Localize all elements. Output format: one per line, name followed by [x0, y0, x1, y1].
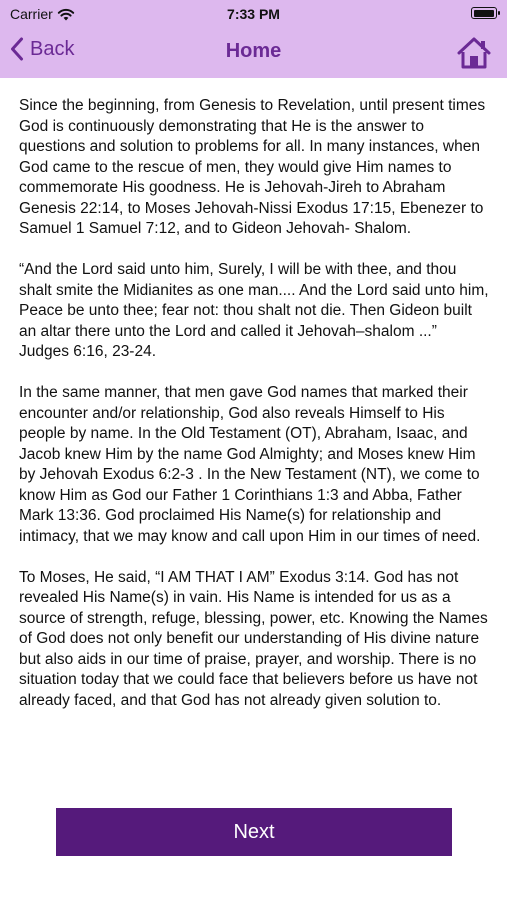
- home-icon: [457, 36, 491, 70]
- paragraph: Since the beginning, from Genesis to Revelation, until present times God is continuously demonstrating that He is the answer to questions and solution to problems for all. In many instances, when God came to the rescue of men, they would give Him names to commemorate His goodness. He is Jehovah-Jireh to Abraham Genesis 22:14, to Moses Jehovah-Nissi Exodus 17:15, Ebenezer to Samuel 1 Samuel 7:12, and to Gideon Jehovah- Shalom.: [19, 97, 486, 237]
- top-bar: [0, 0, 507, 78]
- carrier-label: Carrier: [10, 6, 53, 22]
- battery-icon: [471, 7, 497, 19]
- home-button[interactable]: [457, 36, 491, 70]
- battery-level: [474, 10, 494, 17]
- paragraph: “And the Lord said unto him, Surely, I will be with thee, and thou shalt smite the Midianites as one man.... And the Lord said unto him, Peace be unto thee; fear not: thou shalt not die. Then Gideon built an altar there unto the Lord and called it Jehovah–shalom ...” Judges 6:16, 23-24.: [19, 261, 489, 360]
- article-content: [19, 96, 491, 732]
- next-button[interactable]: Next: [56, 808, 452, 856]
- page-title: Home: [225, 40, 282, 62]
- paragraph: To Moses, He said, “I AM THAT I AM” Exodus 3:14. God has not revealed His Name(s) in vain. His Name is intended for us as a source of strength, refuge, blessing, power, etc. Knowing the Names of God does not only benefit our understanding of His divine nature but also aids in our time of praise, prayer, and worship. There is no situation today that we could face that believers before us have not already faced, and that God has not already given solution to.: [19, 568, 488, 709]
- navigation-bar: [0, 28, 507, 78]
- status-bar: [0, 0, 507, 28]
- status-time: 7:33 PM: [227, 6, 280, 22]
- paragraph: In the same manner, that men gave God names that marked their encounter and/or relationship, God also reveals Himself to His people by name. In the Old Testament (OT), Abraham, Isaac, and Jacob knew Him by the name God Almighty; and Moses knew Him by Jehovah Exodus 6:2-3 . In the New Testament (NT), we come to know Him as God our Father 1 Corinthians 1:3 and Abba, Father Mark 13:36. God proclaimed His Name(s) for relationship and intimacy, that we may know and call upon Him in our times of need.: [19, 384, 481, 545]
- back-label: Back: [30, 37, 75, 60]
